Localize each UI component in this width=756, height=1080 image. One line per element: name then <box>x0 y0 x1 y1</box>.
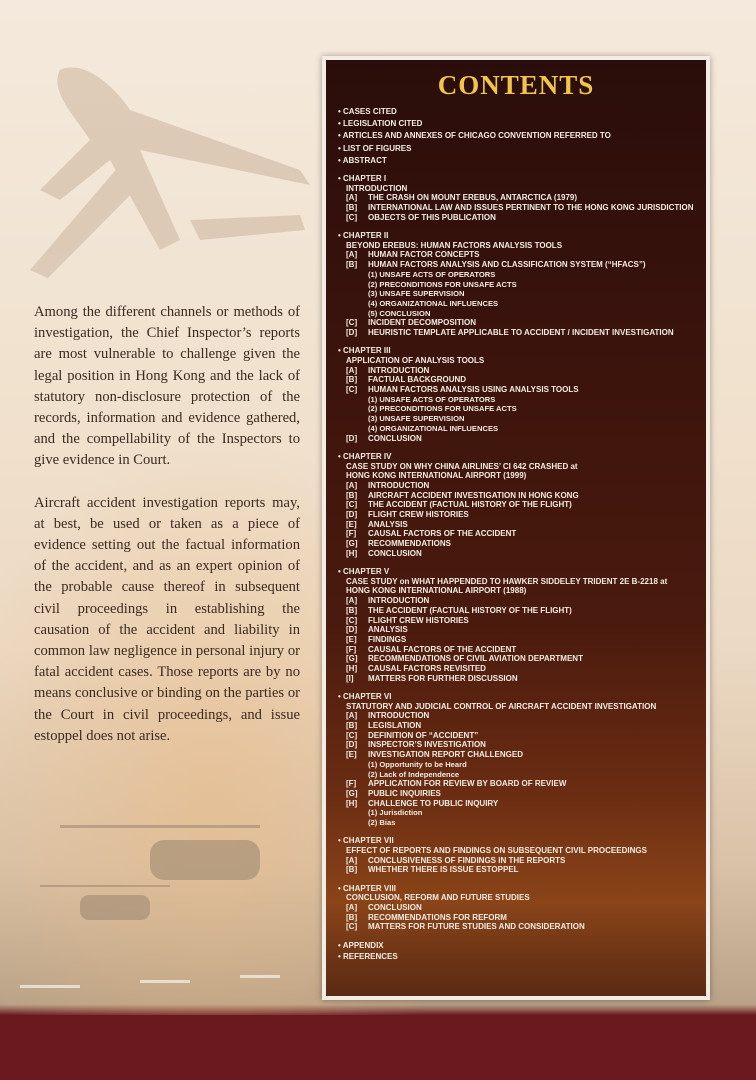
toc-section <box>338 664 698 674</box>
chapter-title: APPLICATION OF ANALYSIS TOOLS <box>346 355 485 365</box>
contents-title: CONTENTS <box>437 70 595 100</box>
toc-subsection: (4) ORGANIZATIONAL INFLUENCES <box>368 423 499 433</box>
toc-section <box>338 500 698 510</box>
toc-subsection: (4) ORGANIZATIONAL INFLUENCES <box>368 298 499 308</box>
toc-subsection: (3) UNSAFE SUPERVISION <box>368 289 465 299</box>
section-title: CHALLENGE TO PUBLIC INQUIRY <box>368 798 499 808</box>
chapter-heading: • CHAPTER VI <box>338 692 698 702</box>
section-title: CAUSAL FACTORS REVISITED <box>368 664 486 674</box>
section-title: FACTUAL BACKGROUND <box>368 375 467 385</box>
table-of-contents <box>326 107 706 962</box>
section-title: INCIDENT DECOMPOSITION <box>368 318 477 328</box>
section-key: [B] <box>346 605 358 615</box>
section-key: [B] <box>346 912 358 922</box>
intro-paragraph-2: Aircraft accident investigation reports may, at best, be used or taken as a piece of evidence setting out the factual information of the accident, and as an expert opinion of the probable cause thereof in subsequent civil proceedings in establishing the causation of the accident and liability in common law negligence in personal injury or fatal accident cases. Those reports are by no means conclusive or binding on the parties or the Court in civil proceedings, and issue estoppel does not arise. <box>34 494 300 744</box>
toc-section <box>338 654 698 664</box>
toc-section <box>338 385 698 395</box>
chapter-title: CONCLUSION, REFORM AND FUTURE STUDIES <box>346 893 530 903</box>
chapter-heading: • CHAPTER I <box>338 174 698 184</box>
toc-subsection: (1) UNSAFE ACTS OF OPERATORS <box>368 394 496 404</box>
section-title: INTRODUCTION <box>368 480 430 490</box>
intro-paragraph-1: Among the different channels or methods of investigation, the Chief Inspector’s reports are most vulnerable to challenge given the legal position in Hong Kong and the lack of statutory non-disclosure protection of the records, information and evidence gathered, and the compellability of the Inspectors to give evidence in Court. <box>34 304 300 469</box>
section-key: [C] <box>346 500 358 510</box>
section-key: [F] <box>346 529 357 539</box>
toc-item-references: • REFERENCES <box>338 952 698 962</box>
toc-item-articles: • ARTICLES AND ANNEXES OF CHICAGO CONVENTION REFERRED TO <box>338 131 698 141</box>
section-title: ANALYSIS <box>368 625 408 635</box>
section-key: [A] <box>346 596 358 606</box>
section-key: [B] <box>346 490 358 500</box>
toc-section <box>338 674 698 684</box>
toc-section <box>338 625 698 635</box>
chapter-heading: • CHAPTER VIII <box>338 884 698 894</box>
toc-section <box>338 711 698 721</box>
section-key: [D] <box>346 740 358 750</box>
chapter-title: BEYOND EREBUS: HUMAN FACTORS ANALYSIS TOOLS <box>346 240 563 250</box>
section-title: THE ACCIDENT (FACTUAL HISTORY OF THE FLIGHT) <box>368 605 572 615</box>
section-key: [A] <box>346 855 358 865</box>
section-title: DEFINITION OF “ACCIDENT” <box>368 730 479 740</box>
chapter-title: INTRODUCTION <box>346 183 408 193</box>
section-key: [E] <box>346 519 357 529</box>
toc-section <box>338 865 698 875</box>
section-key: [C] <box>346 318 358 328</box>
section-title: LEGISLATION <box>368 721 422 731</box>
chapter-title-line-2: HONG KONG INTERNATIONAL AIRPORT (1988) <box>346 586 527 596</box>
section-key: [C] <box>346 615 358 625</box>
section-key: [D] <box>346 625 358 635</box>
toc-section <box>338 645 698 655</box>
section-title: INSPECTOR’S INVESTIGATION <box>368 740 486 750</box>
section-title: AIRCRAFT ACCIDENT INVESTIGATION IN HONG KONG <box>368 490 579 500</box>
section-title: PUBLIC INQUIRIES <box>368 789 441 798</box>
section-title: APPLICATION FOR REVIEW BY BOARD OF REVIEW <box>368 779 567 789</box>
section-key: [E] <box>346 750 357 760</box>
toc-section <box>338 328 698 338</box>
chapter-title: CASE STUDY ON WHY CHINA AIRLINES’ CI 642 CRASHED at <box>346 461 578 471</box>
section-key: [E] <box>346 634 357 644</box>
toc-section <box>338 481 698 491</box>
section-title: CONCLUSIVENESS OF FINDINGS IN THE REPORTS <box>368 855 566 865</box>
section-key: [D] <box>346 433 358 443</box>
section-title: RECOMMENDATIONS <box>368 539 451 549</box>
toc-section <box>338 434 698 444</box>
chapter-heading: • CHAPTER II <box>338 231 698 241</box>
chapter-heading: • CHAPTER V <box>338 567 698 577</box>
section-title: HUMAN FACTORS ANALYSIS USING ANALYSIS TOOLS <box>368 385 579 395</box>
section-key: [A] <box>346 250 358 260</box>
section-title: INTRODUCTION <box>368 365 430 375</box>
section-key: [B] <box>346 375 358 385</box>
toc-section <box>338 856 698 866</box>
toc-section <box>338 318 698 328</box>
section-title: CAUSAL FACTORS OF THE ACCIDENT <box>368 644 517 654</box>
chapter-title: CASE STUDY on WHAT HAPPENDED TO HAWKER SIDDELEY TRIDENT 2E B-2218 at <box>346 576 668 586</box>
section-key: [I] <box>346 673 354 683</box>
toc-section <box>338 903 698 913</box>
toc-section <box>338 366 698 376</box>
toc-subsection: (2) PRECONDITIONS FOR UNSAFE ACTS <box>368 279 517 289</box>
section-title: CAUSAL FACTORS OF THE ACCIDENT <box>368 529 517 539</box>
toc-item-cases-cited: • CASES CITED <box>338 107 698 117</box>
section-key: [B] <box>346 865 358 875</box>
section-key: [H] <box>346 664 358 674</box>
footer-band <box>0 1015 756 1080</box>
section-key: [H] <box>346 548 358 558</box>
section-key: [B] <box>346 721 358 731</box>
section-key: [A] <box>346 193 358 203</box>
toc-section <box>338 375 698 385</box>
section-key: [B] <box>346 260 358 270</box>
toc-section <box>338 635 698 645</box>
section-title: FINDINGS <box>368 634 407 644</box>
toc-section <box>338 779 698 789</box>
chapter-title-line-2: HONG KONG INTERNATIONAL AIRPORT (1999) <box>346 471 527 481</box>
section-key: [H] <box>346 798 358 808</box>
toc-section <box>338 799 698 809</box>
toc-section <box>338 616 698 626</box>
section-title: CONCLUSION <box>368 548 422 558</box>
chapter-7 <box>338 836 698 875</box>
toc-section <box>338 606 698 616</box>
contents-panel <box>322 56 710 1000</box>
section-key: [F] <box>346 644 357 654</box>
section-title: INTRODUCTION <box>368 596 430 606</box>
section-title: MATTERS FOR FUTURE STUDIES AND CONSIDERATION <box>368 922 585 932</box>
section-key: [B] <box>346 203 358 213</box>
toc-subsection: (1) Opportunity to be Heard <box>368 759 467 769</box>
toc-section <box>338 913 698 923</box>
section-title: OBJECTS OF THIS PUBLICATION <box>368 212 496 222</box>
section-key: [F] <box>346 779 357 789</box>
toc-subsection: (3) UNSAFE SUPERVISION <box>368 414 465 424</box>
section-key: [G] <box>346 654 358 664</box>
toc-section <box>338 721 698 731</box>
toc-section <box>338 731 698 741</box>
toc-section <box>338 596 698 606</box>
section-title: HUMAN FACTORS ANALYSIS AND CLASSIFICATION SYSTEM (“HFACS”) <box>368 260 646 270</box>
section-key: [A] <box>346 711 358 721</box>
chapter-heading: • CHAPTER IV <box>338 452 698 462</box>
section-key: [C] <box>346 730 358 740</box>
chapter-8 <box>338 884 698 933</box>
section-title: INVESTIGATION REPORT CHALLENGED <box>368 750 523 760</box>
section-key: [A] <box>346 480 358 490</box>
toc-subsection: (2) Bias <box>368 818 396 828</box>
chapter-title: STATUTORY AND JUDICIAL CONTROL OF AIRCRAFT ACCIDENT INVESTIGATION <box>346 701 657 711</box>
chapter-4 <box>338 452 698 559</box>
toc-section <box>338 193 698 203</box>
section-key: [D] <box>346 510 358 520</box>
toc-section <box>338 740 698 750</box>
toc-item-list-of-figures: • LIST OF FIGURES <box>338 144 698 154</box>
toc-section <box>338 529 698 539</box>
section-key: [D] <box>346 328 358 338</box>
section-title: THE ACCIDENT (FACTUAL HISTORY OF THE FLIGHT) <box>368 500 572 510</box>
chapter-5 <box>338 567 698 683</box>
section-title: MATTERS FOR FURTHER DISCUSSION <box>368 673 518 683</box>
chapter-title: EFFECT OF REPORTS AND FINDINGS ON SUBSEQUENT CIVIL PROCEEDINGS <box>346 846 647 856</box>
section-key: [A] <box>346 903 358 913</box>
toc-section <box>338 260 698 270</box>
toc-section <box>338 213 698 223</box>
toc-subsection: (1) UNSAFE ACTS OF OPERATORS <box>368 269 496 279</box>
section-title: FLIGHT CREW HISTORIES <box>368 615 469 625</box>
section-key: [G] <box>346 539 358 549</box>
section-key: [C] <box>346 212 358 222</box>
section-title: FLIGHT CREW HISTORIES <box>368 510 469 520</box>
chapter-3 <box>338 346 698 443</box>
toc-section <box>338 520 698 530</box>
section-title: CONCLUSION <box>368 433 422 443</box>
section-title: CONCLUSION <box>368 903 422 913</box>
toc-section <box>338 491 698 501</box>
chapter-heading: • CHAPTER VII <box>338 836 698 846</box>
section-key: [G] <box>346 789 358 798</box>
section-title: RECOMMENDATIONS OF CIVIL AVIATION DEPARTMENT <box>368 654 583 664</box>
section-title: THE CRASH ON MOUNT EREBUS, ANTARCTICA (1979) <box>368 193 578 203</box>
intro-text <box>34 302 300 768</box>
toc-section <box>338 549 698 559</box>
section-title: ANALYSIS <box>368 519 408 529</box>
section-key: [C] <box>346 385 358 395</box>
section-title: RECOMMENDATIONS FOR REFORM <box>368 912 507 922</box>
toc-section <box>338 539 698 549</box>
chapter-6 <box>338 692 698 828</box>
toc-section <box>338 250 698 260</box>
section-title: HEURISTIC TEMPLATE APPLICABLE TO ACCIDENT / INCIDENT INVESTIGATION <box>368 328 674 338</box>
section-title: HUMAN FACTOR CONCEPTS <box>368 250 480 260</box>
toc-section <box>338 203 698 213</box>
chapter-1 <box>338 174 698 223</box>
section-key: [A] <box>346 365 358 375</box>
section-title: INTRODUCTION <box>368 711 430 721</box>
toc-subsection: (1) Jurisdiction <box>368 808 423 818</box>
toc-item-abstract: • ABSTRACT <box>338 156 698 166</box>
toc-subsection: (2) PRECONDITIONS FOR UNSAFE ACTS <box>368 404 517 414</box>
section-title: WHETHER THERE IS ISSUE ESTOPPEL <box>368 865 519 875</box>
toc-subsection: (5) CONCLUSION <box>368 308 431 318</box>
toc-item-appendix: • APPENDIX <box>338 941 698 951</box>
chapter-2 <box>338 231 698 338</box>
section-title: INTERNATIONAL LAW AND ISSUES PERTINENT TO THE HONG KONG JURISDICTION <box>368 203 694 213</box>
toc-section <box>338 922 698 932</box>
section-key: [C] <box>346 922 358 932</box>
chapter-heading: • CHAPTER III <box>338 346 698 356</box>
toc-item-legislation-cited: • LEGISLATION CITED <box>338 119 698 129</box>
toc-section <box>338 510 698 520</box>
toc-subsection: (2) Lack of Independence <box>368 769 460 779</box>
toc-section <box>338 789 698 799</box>
toc-section <box>338 750 698 760</box>
